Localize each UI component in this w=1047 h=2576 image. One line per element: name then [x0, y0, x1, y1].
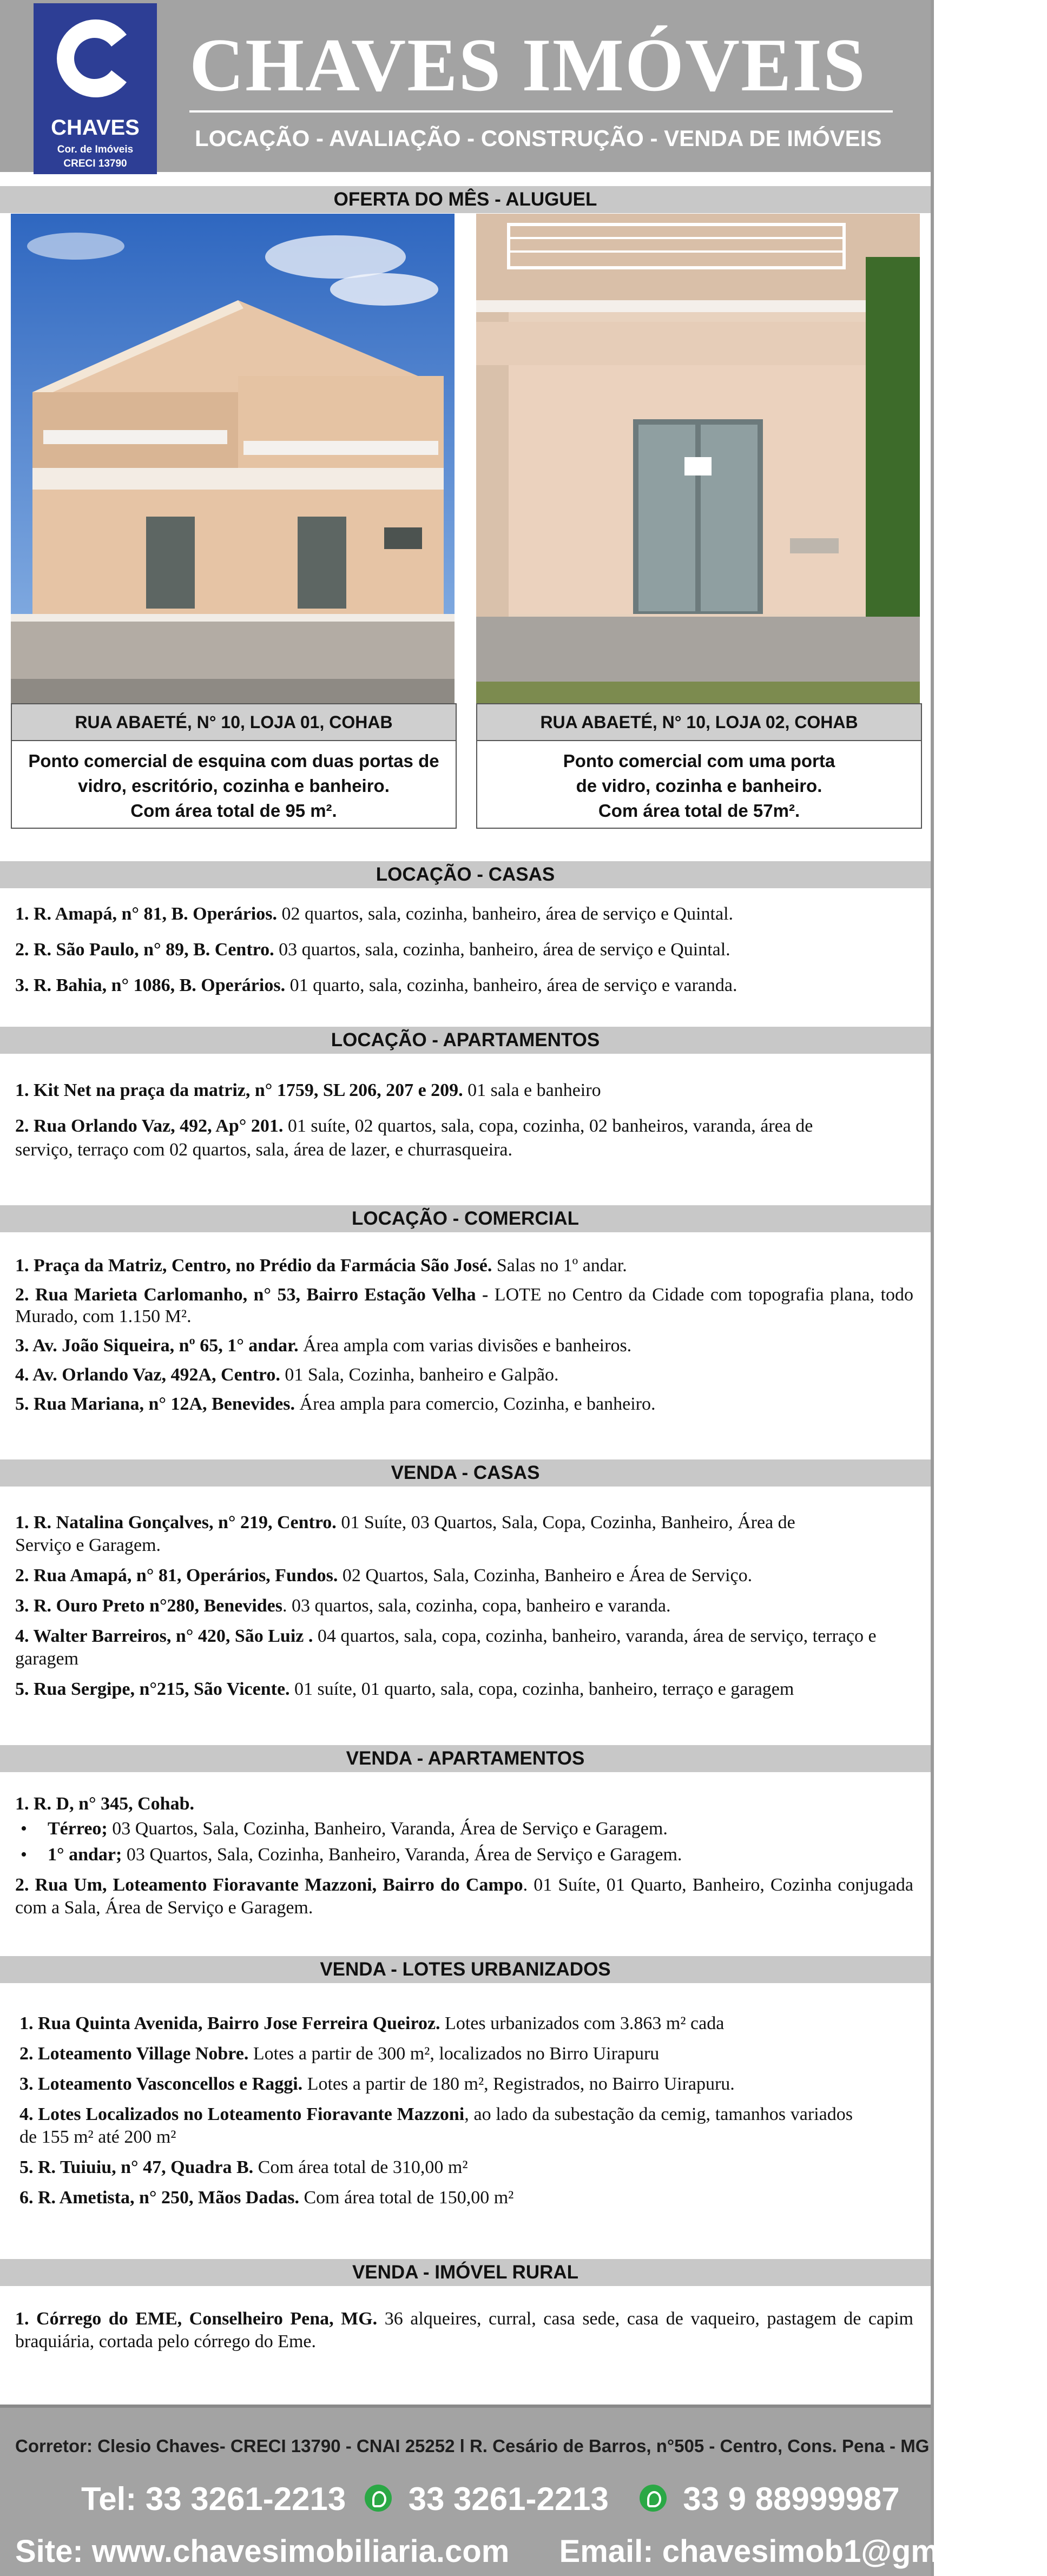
c-logo-icon — [45, 9, 145, 108]
item-title: 2. Rua Um, Loteamento Fioravante Mazzoni, Bairro do Campo — [15, 1875, 523, 1895]
item-title: 3. R. Ouro Preto n°280, Benevides — [15, 1596, 282, 1616]
item-text: . 01 Suíte, 01 Quarto, Banheiro, Cozinha conjugada com a Sala, Área de Serviço e Garagem. — [15, 1875, 913, 1918]
offer-card — [476, 703, 922, 829]
item-text: 02 Quartos, Sala, Cozinha, Banheiro e Área de Serviço. — [338, 1566, 753, 1586]
contact-web — [15, 2533, 1047, 2570]
item-title: 5. Rua Mariana, n° 12A, Benevides. — [15, 1394, 295, 1414]
item-title: 3. Loteamento Vasconcellos e Raggi. — [19, 2074, 303, 2094]
item-text: Lotes a partir de 300 m², localizados no Birro Uirapuru — [248, 2044, 660, 2064]
venda-apartamentos-list — [15, 1793, 913, 1931]
item-title: 1. R. Amapá, n° 81, B. Operários. — [15, 904, 277, 924]
section-title-venda-apartamentos: VENDA - APARTAMENTOS — [0, 1745, 931, 1772]
list-item — [15, 1335, 913, 1357]
item-title: 4. Av. Orlando Vaz, 492A, Centro. — [15, 1365, 280, 1385]
list-item — [15, 1793, 913, 1815]
item-title: 1. Córrego do EME, Conselheiro Pena, MG. — [15, 2309, 378, 2329]
bullet-text: 03 Quartos, Sala, Cozinha, Banheiro, Varanda, Área de Serviço e Garagem. — [122, 1845, 682, 1865]
item-title: 1. R. D, n° 345, Cohab. — [15, 1794, 194, 1814]
list-item — [19, 2043, 853, 2065]
item-text: Com área total de 310,00 m² — [253, 2157, 468, 2177]
item-text: . 03 quartos, sala, cozinha, copa, banheiro e varanda. — [282, 1596, 671, 1616]
item-title: 3. Av. João Siqueira, nº 65, 1° andar. — [15, 1336, 299, 1356]
item-text: 01 quarto, sala, cozinha, banheiro, área de serviço e varanda. — [285, 975, 737, 995]
corner-building-photo — [11, 214, 455, 703]
item-title: 1. Rua Quinta Avenida, Bairro Jose Ferreira Queiroz. — [19, 2013, 440, 2033]
section-title-offer: OFERTA DO MÊS - ALUGUEL — [0, 186, 931, 213]
list-item — [15, 1625, 913, 1670]
list-item — [15, 1284, 913, 1327]
section-title-locacao-apartamentos: LOCAÇÃO - APARTAMENTOS — [0, 1027, 931, 1054]
list-item — [15, 1114, 848, 1162]
item-title: 5. R. Tuiuiu, n° 47, Quadra B. — [19, 2157, 254, 2177]
offer-card-line: Com área total de 57m². — [598, 801, 800, 821]
broker-info: Corretor: Clesio Chaves- CRECI 13790 - CNAI 25252 l R. Cesário de Barros, n°505 - Centro, Cons. Pena - MG — [15, 2436, 930, 2456]
list-item — [15, 974, 913, 998]
list-item — [15, 1393, 913, 1415]
item-text: Lotes a partir de 180 m², Registrados, no Bairro Uirapuru. — [302, 2074, 735, 2094]
phone-line — [81, 2480, 925, 2518]
item-text: 36 alqueires, curral, casa sede, casa de vaqueiro, pastagem de capim braquiária, cortada pelo córrego do Eme. — [15, 2309, 913, 2352]
offer-card-line: Ponto comercial com uma porta — [563, 751, 835, 771]
item-text: Salas no 1º andar. — [492, 1256, 627, 1276]
whatsapp-number[interactable]: 33 3261-2213 — [408, 2481, 609, 2517]
item-text: 04 quartos, sala, copa, cozinha, banheiro, varanda, área de serviço, terraço e garagem — [15, 1626, 877, 1669]
list-item — [15, 1678, 913, 1701]
site-link[interactable]: Site: www.chavesimobiliaria.com — [15, 2534, 510, 2569]
list-item — [15, 1255, 913, 1277]
section-title-locacao-comercial: LOCAÇÃO - COMERCIAL — [0, 1205, 931, 1232]
offer-card-line: Ponto comercial de esquina com duas portas de — [28, 751, 439, 771]
item-text: , ao lado da subestação da cemig, tamanhos variados de 155 m² até 200 m² — [19, 2104, 853, 2147]
item-title: 3. R. Bahia, n° 1086, B. Operários. — [15, 975, 286, 995]
item-text: 01 suíte, 01 quarto, sala, copa, cozinha, banheiro, terraço e garagem — [289, 1679, 794, 1699]
logo-subtitle: Cor. de Imóveis — [57, 144, 134, 155]
item-title: 6. R. Ametista, n° 250, Mãos Dadas. — [19, 2188, 299, 2208]
venda-rural-list — [15, 2308, 913, 2365]
header — [0, 0, 931, 172]
list-item — [15, 1874, 913, 1919]
list-item — [15, 2308, 913, 2353]
list-item — [19, 2012, 853, 2035]
list-bullet — [15, 1818, 913, 1840]
brand-title: CHAVES IMÓVEIS — [189, 23, 866, 107]
item-text: LOTE no Centro da Cidade com topografia plana, todo Murado, com 1.150 M². — [15, 1285, 913, 1326]
list-item — [19, 2103, 853, 2149]
locacao-comercial-list — [15, 1255, 913, 1423]
item-title: 4. Walter Barreiros, n° 420, São Luiz . — [15, 1626, 313, 1646]
item-text: 01 sala e banheiro — [463, 1080, 601, 1100]
section-title-venda-rural: VENDA - IMÓVEL RURAL — [0, 2259, 931, 2286]
item-title: 5. Rua Sergipe, n°215, São Vicente. — [15, 1679, 290, 1699]
list-item — [15, 1079, 848, 1102]
whatsapp-icon — [365, 2485, 392, 2512]
offer-card-description — [12, 741, 456, 829]
offer-card-address: RUA ABAETÉ, N° 10, LOJA 01, COHAB — [12, 704, 456, 741]
offer-card-line: de vidro, cozinha e banheiro. — [576, 776, 822, 796]
list-item — [15, 1364, 913, 1386]
tel-number[interactable]: Tel: 33 3261-2213 — [81, 2481, 346, 2517]
venda-casas-list — [15, 1511, 913, 1708]
item-text: 02 quartos, sala, cozinha, banheiro, área de serviço e Quintal. — [276, 904, 734, 924]
item-text: 01 Suíte, 03 Quartos, Sala, Copa, Cozinha, Banheiro, Área de Serviço e Garagem. — [15, 1512, 795, 1555]
item-text: Lotes urbanizados com 3.863 m² cada — [440, 2013, 725, 2033]
offer-card-line: vidro, escritório, cozinha e banheiro. — [78, 776, 390, 796]
offer-card-description — [477, 741, 921, 829]
offer-card — [11, 703, 457, 829]
item-title: 4. Lotes Localizados no Loteamento Fioravante Mazzoni — [19, 2104, 465, 2124]
whatsapp-icon — [640, 2485, 667, 2512]
bullet-title: 1° andar; — [48, 1845, 122, 1865]
brand-divider — [189, 110, 893, 113]
item-title: 2. R. São Paulo, n° 89, B. Centro. — [15, 940, 274, 960]
section-title-venda-casas: VENDA - CASAS — [0, 1459, 931, 1487]
item-title: 2. Rua Amapá, n° 81, Operários, Fundos. — [15, 1566, 338, 1586]
section-title-venda-lotes: VENDA - LOTES URBANIZADOS — [0, 1956, 931, 1983]
item-text: 01 Sala, Cozinha, banheiro e Galpão. — [280, 1365, 559, 1385]
list-item — [15, 1511, 827, 1557]
item-title: 1. Kit Net na praça da matriz, n° 1759, SL 206, 207 e 209. — [15, 1080, 463, 1100]
footer — [0, 2405, 1047, 2576]
brand-tagline: LOCAÇÃO - AVALIAÇÃO - CONSTRUÇÃO - VENDA DE IMÓVEIS — [195, 126, 882, 151]
list-item — [15, 1595, 913, 1617]
locacao-casas-list — [15, 902, 913, 1009]
item-text: Área ampla para comercio, Cozinha, e banheiro. — [295, 1394, 656, 1414]
footer-divider — [0, 2405, 931, 2408]
whatsapp-mobile-number[interactable]: 33 9 88999987 — [683, 2481, 900, 2517]
item-title: 2. Rua Marieta Carlomanho, n° 53, Bairro Estação Velha - — [15, 1285, 489, 1305]
locacao-apartamentos-list — [15, 1079, 848, 1174]
glass-door-storefront-photo — [476, 214, 920, 703]
list-item — [15, 902, 913, 926]
bullet-text: 03 Quartos, Sala, Cozinha, Banheiro, Varanda, Área de Serviço e Garagem. — [107, 1819, 668, 1839]
item-text: Área ampla com varias divisões e banheiros. — [298, 1336, 632, 1356]
item-title: 1. Praça da Matriz, Centro, no Prédio da Farmácia São José. — [15, 1256, 492, 1276]
section-title-locacao-casas: LOCAÇÃO - CASAS — [0, 861, 931, 888]
bullet-title: Térreo; — [48, 1819, 108, 1839]
list-item — [19, 2073, 853, 2096]
offer-card-address: RUA ABAETÉ, N° 10, LOJA 02, COHAB — [477, 704, 921, 741]
email-link[interactable]: Email: chavesimob1@gmail.com — [559, 2534, 1047, 2569]
item-text: 01 suíte, 02 quartos, sala, copa, cozinha, 02 banheiros, varanda, área de serviço, terraço com 02 quartos, sala, área de lazer, e churrasqueira. — [15, 1116, 813, 1160]
list-item — [19, 2156, 853, 2179]
venda-lotes-list — [19, 2012, 853, 2217]
item-text: 03 quartos, sala, cozinha, banheiro, área de serviço e Quintal. — [274, 940, 730, 960]
item-text: Com área total de 150,00 m² — [299, 2188, 514, 2208]
item-title: 2. Loteamento Village Nobre. — [19, 2044, 249, 2064]
logo-creci: CRECI 13790 — [63, 158, 127, 169]
offer-card-line: Com área total de 95 m². — [130, 801, 337, 821]
logo — [34, 3, 157, 174]
item-title: 1. R. Natalina Gonçalves, n° 219, Centro. — [15, 1512, 337, 1533]
list-item — [15, 1564, 913, 1587]
list-item — [15, 938, 913, 962]
list-bullet — [15, 1844, 913, 1866]
logo-name: CHAVES — [51, 116, 140, 140]
item-title: 2. Rua Orlando Vaz, 492, Ap° 201. — [15, 1116, 284, 1136]
list-item — [19, 2187, 853, 2209]
